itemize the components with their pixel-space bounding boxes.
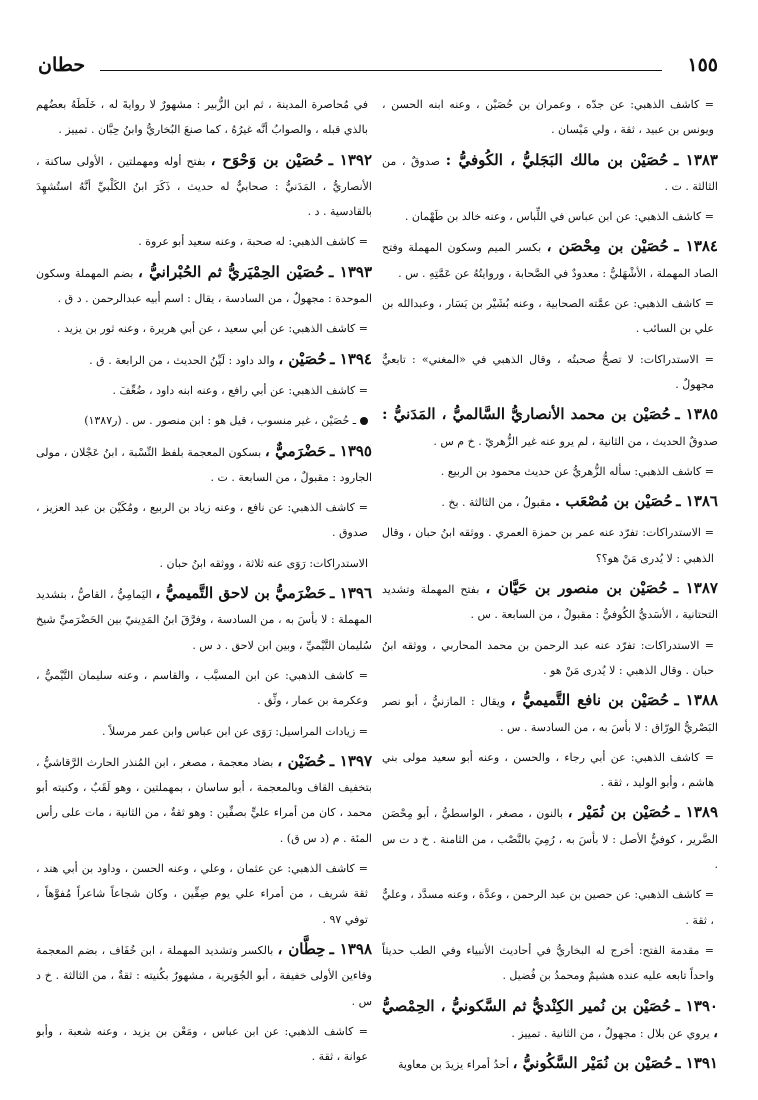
entry-number: ١٣٩٠ ـ — [675, 996, 718, 1015]
biography-entry — [382, 576, 718, 628]
biography-entry — [36, 937, 372, 1014]
note-text: = كاشف الذهبي: عن حصين بن عبد الرحمن ، وعدَّة ، وعنه مسدَّد ، وعليٌّ ، ثقة . — [382, 888, 714, 927]
text-columns — [36, 92, 718, 1080]
narrator-name: حُضَيْن ، — [277, 751, 326, 770]
header-rule — [100, 70, 662, 71]
right-column — [382, 92, 718, 1080]
entry-number: ١٣٩١ ـ — [676, 1054, 718, 1073]
annotation-note — [36, 663, 372, 714]
annotation-note — [382, 882, 718, 933]
biography-entry — [382, 688, 718, 740]
annotation-note — [382, 520, 718, 571]
annotation-note — [36, 92, 372, 143]
note-text: = كاشف الذهبي: عن أبي سعيد ، عن أبي هريرة ، وعنه ثور بن يزيد . — [56, 322, 368, 336]
running-title: حطان — [38, 54, 86, 76]
note-text: = كاشف الذهبي: عن نافع ، وعنه زياد بن الربيع ، ومُكَيْن بن عبد العزيز ، صدوق . — [36, 501, 368, 540]
biography-entry — [36, 347, 372, 373]
entry-text: أحدُ أمراء يزيدَ بن معاوية — [398, 1058, 510, 1072]
entry-number: ١٣٨٤ ـ — [674, 237, 718, 256]
note-text: = مقدمة الفتح: أخرج له البخاريُّ في أحاديث الأنبياء وفي الطب حديثاً واحداً تابعه عليه عنده هشيمٌ ومحمدُ بن فُضيل . — [382, 943, 714, 983]
narrator-name: حُصَيْن بن نافع التَّميميُّ ، — [510, 691, 669, 710]
biography-entry — [36, 749, 372, 851]
entry-number: ١٣٨٥ ـ — [675, 405, 718, 424]
entry-number: ١٣٩٤ ـ — [330, 349, 372, 368]
annotation-note — [382, 291, 718, 342]
entry-number: ١٣٨٨ ـ — [674, 691, 718, 710]
entry-text: بضم المهملة وسكون الموحدة : مجهولٌ ، من السادسة ، يقال : اسم أبيه عبدالرحمن . د ق . — [36, 266, 372, 306]
annotation-note — [36, 378, 372, 403]
annotation-note — [382, 459, 718, 484]
biography-entry — [36, 148, 372, 225]
note-text: في مُحاصرة المدينة ، ثم ابن الزُّبير : مشهورٌ لا روايةَ له ، خَلَطَهُ بعضُهم بالذي قبله ، والصوابُ أنَّه غيرُهُ ، كما صنعَ البُخاريُّ وابنُ حِبَّان . تمييز . — [36, 98, 368, 137]
entry-number: ١٣٩٥ ـ — [329, 441, 372, 460]
entry-text: صدوقٌ الحديث ، من الثانية ، لم يرو عنه غير الزُّهريّ . خ م س . — [433, 434, 718, 448]
note-text: = كاشف الذهبي: عن ابن عباس ، ومَعْن بن يزيد ، وعنه شعبة ، وأبو عوانة ، ثقة . — [36, 1024, 368, 1064]
narrator-name: حُصَيْن بن وَحْوَح ، — [210, 150, 324, 169]
annotation-note — [36, 719, 372, 744]
entry-text: اليَمامِيُّ ، القاصُّ ، بتشديد المهملة : لا بأسَ به ، من السادسة ، وفرَّقَ ابنُ المَدِينيّ بين الحَضْرَميِّ شيخ سُليمان التَّيْميِّ ، وبين ابن لاحق . د س . — [36, 588, 372, 652]
annotation-note — [382, 633, 718, 684]
page-header — [38, 54, 718, 84]
note-text: = كاشف الذهبي: له صحبة ، وعنه سعيد أبو عروة . — [138, 235, 368, 249]
biography-entry — [36, 581, 372, 658]
note-text: = كاشف الذهبي: عن جدّه ، وعمران بن حُصَيْن ، وعنه ابنه الحسن ، ويونس بن عبيد ، ثقة ، ولي مَيْسان . — [382, 98, 714, 137]
note-text: = الاستدراكات: تفرّد عنه عمر بن حمزة العمري . ووثقه ابنُ حبان ، وقال الذهبي : لا يُدرى مَنْ هو؟؟ — [382, 526, 714, 565]
annotation-note — [382, 347, 718, 398]
note-text: = زيادات المراسيل: رَوَى عن ابن عباس وابن عمر مرسلاً . — [101, 724, 368, 738]
narrator-name: حُصَيْن بن مُصْعَب . — [554, 492, 673, 511]
biography-entry — [382, 234, 718, 286]
biography-entry — [382, 402, 718, 454]
note-text: = كاشف الذهبي: عن أبي رافع ، وعنه ابنه داود ، ضُعِّفَ . — [112, 383, 368, 397]
note-text: ـ حُصَيْن ، غير منسوب ، قيل هو : ابن منصور . س . (ر١٣٨٧) — [84, 414, 356, 428]
note-text: = كاشف الذهبي: سأله الزُّهريُّ عن حديث محمود بن الربيع . — [440, 464, 714, 478]
annotation-note — [36, 316, 372, 341]
narrator-name: حُصَيْن بن محمد الأنصاريُّ السَّالميُّ ، المَدَنيُّ : — [382, 405, 671, 424]
biography-entry — [382, 800, 718, 877]
annotation-note — [382, 204, 718, 229]
narrator-name: حُصَيْن الحِمْيَريُّ ثم الحُبْرانيُّ ، — [137, 262, 325, 281]
entry-text: يروي عن بلال : مجهولٌ ، من الثانية . تمييز . — [511, 1026, 710, 1040]
note-text: = الاستدراكات: لا تصحُّ صحبتُه ، وقال الذهبي في «المغني» : تابعيٌّ مجهولٌ . — [382, 352, 714, 391]
narrator-name: حُصَيْن بن نُمَيْر ، — [567, 803, 671, 822]
entry-text: والد داود : لَيِّنُ الحديث ، من الرابعة . ق . — [89, 353, 275, 367]
annotation-note — [36, 495, 372, 546]
note-text: = كاشف الذهبي: عن عمَّته الصحابية ، وعنه بُشَيْر بن يَسَار ، وعبدالله بن علي بن السائب . — [382, 297, 714, 336]
narrator-name: حُصَيْن بن نُمَيْر السَّكُونيُّ ، — [512, 1054, 673, 1073]
annotation-note — [382, 745, 718, 796]
entry-number: ١٣٩٣ ـ — [329, 262, 372, 281]
biography-entry — [36, 260, 372, 312]
annotation-note — [382, 92, 718, 143]
annotation-note — [36, 408, 372, 433]
entry-number: ١٣٨٧ ـ — [673, 579, 718, 598]
entry-text: بفتح أوله ومهملتين ، الأولى ساكنة ، الأنصاريُّ ، المَدَنيُّ : صحابيٌّ له حديث ، ذَكَرَ ابنُ الكَلْبيِّ أنَّهُ استُشهِدَ بالقادسية . د . — [36, 154, 372, 219]
biography-entry — [382, 148, 718, 200]
entry-text: بكسر الميم وسكون المهملة وفتح الصاد المهملة ، الأشْهَليُّ : معدودٌ في الصَّحابة ، وروايتُهُ عن عَمَّتِهِ . س . — [382, 241, 718, 280]
entry-text: بفتح المهملة وتشديد التحتانية ، الأسَديُّ الكُوفيُّ : مقبولٌ ، من السابعة . س . — [382, 583, 718, 622]
biography-entry — [382, 1051, 718, 1077]
note-text: = كاشف الذهبي: عن ابن المسيَّب ، والقاسم ، وعنه سليمان التَّيْميُّ ، وعكرمة بن عمار ، وثِّق . — [36, 668, 368, 708]
narrator-name: حَضْرَميٌّ ، — [264, 441, 327, 460]
note-text: = كاشف الذهبي: عن عثمان ، وعلي ، وعنه الحسن ، وداود بن أبي هند ، ثقة شريف ، من أمراء علي يوم صِفِّين ، وكان شجاعاً شاعراً مُفوَّهاً ، توفي ٩٧ . — [36, 862, 368, 926]
entry-number: ١٣٩٨ ـ — [329, 939, 372, 958]
narrator-name: حُصَيْن بن نُمير الكِنْديُّ ثم السَّكونيُّ ، الحِمْصيُّ ، — [382, 996, 718, 1041]
annotation-note — [36, 1019, 372, 1070]
entry-number: ١٣٩٢ ـ — [328, 150, 372, 169]
annotation-note — [36, 229, 372, 254]
annotation-note — [382, 938, 718, 989]
entry-text: بالكسر وتشديد المهملة ، ابن خُفَاف ، بضم المعجمة وفاءين الأولى خفيفة ، أبو الجُوَيرية ، مشهورٌ بكُنيته : ثقةٌ ، من الثالثة . خ د س . — [36, 943, 372, 1008]
page-number: ١٥٥ — [687, 54, 718, 76]
biography-entry — [382, 489, 718, 515]
narrator-name: حُصَيْن بن مِحْصَن ، — [546, 237, 669, 256]
entry-number: ١٣٩٧ ـ — [329, 751, 372, 770]
entry-text: صدوقٌ ، من الثالثة . ت . — [382, 154, 718, 193]
narrator-name: حُصَيْن بن منصور بن حَيَّان ، — [485, 579, 668, 598]
biography-entry — [382, 994, 718, 1047]
biography-entry — [36, 439, 372, 491]
note-text: الاستدراكات: رَوَى عنه ثلاثة ، ووثقه ابنُ حبان . — [159, 556, 368, 570]
entry-text: بالنون ، مصغر ، الواسطيُّ ، أبو مِحْصَن الضَّرير ، كوفيُّ الأصل : لا بأسَ به ، رُمِيَ بالنَّصْب ، من الثامنة . خ د ت س . — [382, 807, 718, 872]
left-column — [36, 92, 372, 1080]
note-text: = كاشف الذهبي: عن أبي رجاء ، والحسن ، وعنه أبو سعيد مولى بني هاشم ، وأبو الوليد ، ثقة . — [382, 750, 714, 790]
bullet-icon — [360, 417, 368, 425]
annotation-note — [36, 551, 372, 576]
note-text: = الاستدراكات: تفرّد عنه عبد الرحمن بن محمد المحاربي ، ووثقه ابنُ حبان . وقال الذهبي : لا يُدرى مَنْ هو . — [382, 638, 714, 677]
note-text: = كاشف الذهبي: عن ابن عباس في اللِّباس ، وعنه خالد بن طَهْمان . — [404, 210, 714, 224]
narrator-name: حِطَّان ، — [277, 939, 326, 958]
annotation-note — [36, 856, 372, 932]
entry-text: ويقال : المازنيُّ ، أبو نصر البَصْريُّ الورّاق : لا بأسَ به ، من السادسة . س . — [382, 695, 718, 734]
narrator-name: حُصَيْن بن مالك البَجَليُّ ، الكُوفيُّ : — [445, 150, 669, 169]
narrator-name: حُصَيْن ، — [278, 349, 327, 368]
entry-number: ١٣٨٩ ـ — [675, 803, 718, 822]
entry-number: ١٣٩٦ ـ — [330, 584, 372, 603]
entry-text: بسكون المعجمة بلفظ النِّسْبة ، ابنُ عَجْلان ، مولى الجارود : مقبولٌ ، من السابعة . ت . — [36, 445, 372, 484]
entry-number: ١٣٨٣ ـ — [674, 150, 718, 169]
narrator-name: حَضْرَميُّ بن لاحق التَّميميُّ ، — [155, 584, 327, 603]
entry-text: مقبولٌ ، من الثالثة . بخ . — [441, 496, 552, 510]
entry-text: بضاد معجمة ، مصغر ، ابن المُنذر الحارث الرَّقاشيُّ ، بتخفيف القاف وبالمعجمة ، أبو ساسان ، بمهملتين ، وهو لَقَبٌ ، وكنيته أبو محمد ، كان من أمراء عليٍّ بصفِّين : وهو ثقةٌ ، من الثانية ، مات على رأس المئة . م (د س ق) . — [36, 755, 372, 845]
entry-number: ١٣٨٦ ـ — [676, 492, 718, 511]
